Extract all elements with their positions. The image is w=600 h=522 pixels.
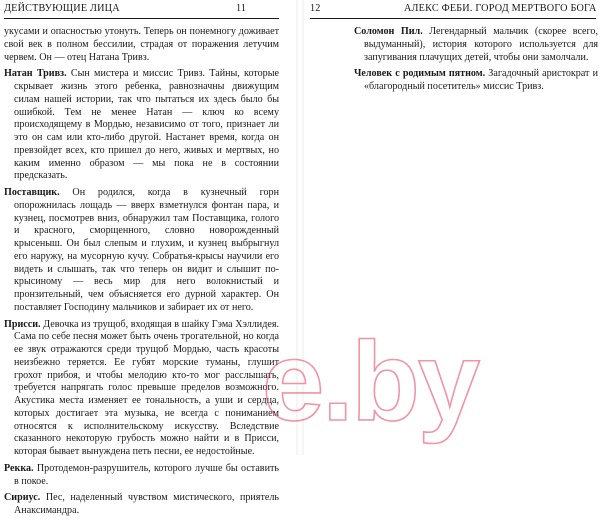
right-page-body xyxy=(354,26,598,98)
left-page-number: 11 xyxy=(236,3,247,14)
character-entry-sirius xyxy=(4,492,279,518)
character-entry-natan xyxy=(4,68,279,183)
entry-text: Легендарный мальчик (скорее всего, выдуманный), история которого используется для запугивания плачущих детей, чтобы они замолчали. xyxy=(364,26,598,63)
left-page-body xyxy=(4,26,279,522)
right-page xyxy=(304,0,600,455)
entry-text: Он родился, когда в кузнечный горн опорожнилась лощадь — вверх взметнулся фонтан пара, и кузнец, посмотрев вниз, обнаружил там Поставщика, голого и красного, сморщенного, словно новорожденный крысеныш. Он был слепым и глухим, и кузнец выбрыгнул его наружу, на мусорную кучу. Собратья-крысы научили его видеть и слышать, так что теперь он видит и слышит по-крысиному — весь мир для него волокнистый и пронзительный, чем объясняется его дурной характер. Он поставляет Господину мальчиков и забирает их от него. xyxy=(14,187,279,313)
entry-text: Протодемон-разрушитель, которого лучше бы оставить в покое. xyxy=(14,462,279,487)
character-entry-rekka xyxy=(4,463,279,489)
character-entry-postavshchik xyxy=(4,187,279,315)
entry-text: Пес, наделенный чувством мистического, приятель Анаксимандра. xyxy=(14,492,279,516)
left-page xyxy=(0,0,296,516)
left-header-rule xyxy=(4,18,279,19)
entry-term: Человек с родимым пятном. xyxy=(354,68,486,80)
left-running-head: ДЕЙСТВУЮЩИЕ ЛИЦА xyxy=(4,3,120,14)
entry-term: Сириус. xyxy=(4,492,41,504)
entry-term: Присси. xyxy=(4,318,41,330)
character-entry-solomon xyxy=(354,26,598,64)
entry-term: Соломон Пил. xyxy=(354,26,423,37)
character-entry-prissi xyxy=(4,319,279,459)
right-page-number: 12 xyxy=(310,3,321,14)
entry-term: Рекка. xyxy=(4,462,34,474)
character-entry-birthmark-man xyxy=(354,68,598,94)
entry-term: Натан Тривз. xyxy=(4,68,67,80)
entry-text: Девочка из трущоб, входящая в шайку Гэма Хэллидея. Сама по себе песня может быть очень трогательной, но когда ее звук отражаются среди трущоб Мордью, часть красоты неизбежно теряется. Ее губят морские туманы, глушит грохот прибоя, и чтобы мелодию кто-то мог расслышать, требуется напрягать голос превыше пределов возможного. Акустика места изменяет ее тональность, а уши и сердца, которых достигает эта музыка, не всегда с пониманием относятся к исполнительскому искусству. Вследствие сказанного некоторую грубость можно найти и в Присси, которая бывает вынуждена петь песни, ее недостойные. xyxy=(14,318,279,457)
right-running-head: АЛЕКС ФЕБИ. ГОРОД МЕРТВОГО БОГА xyxy=(404,3,597,14)
right-header-rule xyxy=(310,18,596,19)
entry-text: Загадочный аристократ и «благородный посетитель» миссис Тривз. xyxy=(364,68,598,92)
watermark-logo: e.by xyxy=(262,319,479,444)
entry-text: Сын мистера и миссис Тривз. Тайны, которые скрывает жизнь этого ребенка, равнозначны движущим силам нашей истории, так что пытаться их здесь было бы ошибкой. Тем не менее Натан — ключ ко всему происходящему в Мордью, независимо от того, признает ли это он сам или кто-либо другой. Настанет время, когда он превзойдет всех, кто пришел до него, живых и мертвых, но каким именно образом — мы пока не в состоянии предсказать. xyxy=(14,68,279,182)
continuation-paragraph: укусами и опасностью утонуть. Теперь он понемногу доживает свой век в полном бессилии, страдая от поражения летучим червем. Он — отец Натана Тривз. xyxy=(4,26,279,63)
entry-term: Поставщик. xyxy=(4,187,60,198)
book-gutter xyxy=(296,0,304,455)
